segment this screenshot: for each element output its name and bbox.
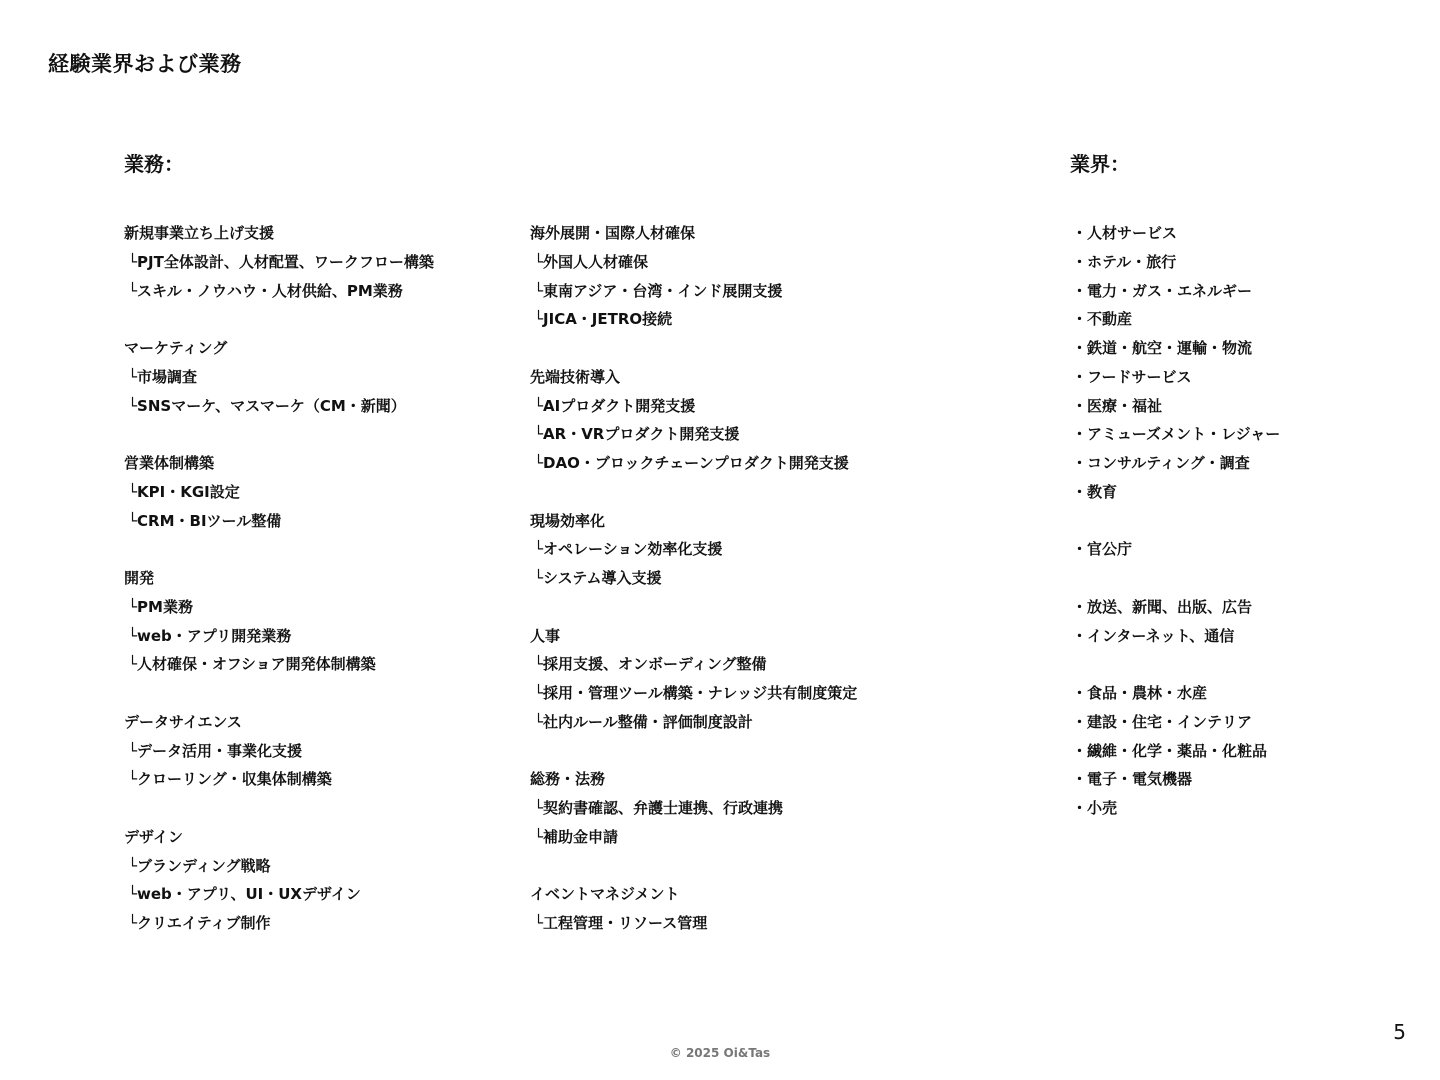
work-list-item: └クリエイティブ制作	[128, 914, 271, 932]
work-list-item: └システム導入支援	[534, 569, 662, 587]
work-list-item: └データ活用・事業化支援	[128, 741, 303, 760]
industry-list-item: ・電子・電気機器	[1072, 770, 1193, 789]
spacer	[530, 334, 950, 363]
industry-list-item: ・食品・農林・水産	[1072, 684, 1208, 702]
work-list-item: └web・アプリ開発業務	[128, 626, 292, 645]
spacer	[124, 420, 524, 449]
work-list-item: └JICA・JETRO接続	[534, 310, 673, 329]
work-list-item: └PJT全体設計、人材配置、ワークフロー構築	[128, 252, 434, 271]
industry-list-item: ・ホテル・旅行	[1072, 252, 1177, 271]
work-list-item: 海外展開・国際人材確保	[530, 224, 696, 242]
work-list-item: 総務・法務	[530, 770, 606, 789]
work-list-item: └SNSマーケ、マスマーケ（CM・新聞）	[128, 396, 406, 415]
work-list-item: └スキル・ノウハウ・人材供給、PM業務	[128, 281, 403, 300]
spacer	[530, 593, 950, 622]
work-list-item: デザイン	[124, 827, 183, 846]
spacer	[530, 852, 950, 881]
spacer	[1072, 650, 1412, 679]
work-list-item: └採用・管理ツール構築・ナレッジ共有制度策定	[534, 684, 858, 702]
industry-list	[1072, 219, 1412, 823]
industry-list-item: ・小売	[1072, 799, 1118, 817]
work-list-item: └AIプロダクト開発支援	[534, 396, 696, 415]
work-list-item: └DAO・ブロックチェーンプロダクト開発支援	[534, 454, 849, 472]
industry-list-item: ・コンサルティング・調査	[1072, 454, 1250, 472]
work-list-item: └CRM・BIツール整備	[128, 511, 282, 530]
spacer	[1072, 564, 1412, 593]
work-list-item: └東南アジア・台湾・インド展開支援	[534, 281, 783, 300]
work-list-item: └工程管理・リソース管理	[534, 914, 708, 932]
work-list-item: └外国人人材確保	[534, 252, 649, 271]
work-list-item: └ブランディング戦略	[128, 856, 271, 875]
spacer	[124, 305, 524, 334]
work-list-item: └AR・VRプロダクト開発支援	[534, 425, 740, 444]
work-list-item: 営業体制構築	[124, 454, 215, 472]
work-list-item: 新規事業立ち上げ支援	[124, 224, 275, 242]
page-title: 経験業界および業務	[48, 52, 242, 76]
industry-list-item: ・建設・住宅・インテリア	[1072, 712, 1253, 731]
work-list-item: 開発	[124, 569, 155, 587]
work-list-item: └補助金申請	[534, 827, 619, 846]
industry-list-item: ・医療・福祉	[1072, 396, 1163, 415]
industry-list-item: ・電力・ガス・エネルギー	[1072, 281, 1253, 300]
work-list-item: └KPI・KGI設定	[128, 482, 240, 501]
industry-list-item: ・繊維・化学・薬品・化粧品	[1072, 741, 1268, 760]
work-heading: 業務：	[124, 152, 184, 176]
work-list-item: └社内ルール整備・評価制度設計	[534, 712, 753, 731]
work-list-item: └採用支援、オンボーディング整備	[534, 655, 767, 674]
industry-list-item: ・官公庁	[1072, 540, 1133, 559]
spacer	[1072, 507, 1412, 536]
industry-list-item: ・人材サービス	[1072, 224, 1178, 242]
work-list-item: データサイエンス	[124, 712, 242, 731]
industry-list-item: ・教育	[1072, 482, 1118, 501]
industry-list-item: ・インターネット、通信	[1072, 626, 1235, 645]
work-list-item: イベントマネジメント	[530, 885, 680, 904]
work-list-item: └契約書確認、弁護士連携、行政連携	[534, 799, 784, 817]
page-number: 5	[1393, 1020, 1406, 1044]
industry-heading: 業界：	[1070, 152, 1130, 176]
industry-list-item: ・放送、新聞、出版、広告	[1072, 597, 1253, 616]
spacer	[124, 794, 524, 823]
work-list-item: └PM業務	[128, 597, 193, 616]
industry-list-item: ・フードサービス	[1072, 367, 1192, 386]
work-list-item: 人事	[530, 626, 561, 645]
work-list-column-2	[530, 219, 950, 938]
spacer	[530, 478, 950, 507]
work-list-item: └web・アプリ、UI・UXデザイン	[128, 885, 361, 904]
industry-list-item: ・アミューズメント・レジャー	[1072, 425, 1281, 444]
work-list-item: └クローリング・収集体制構築	[128, 770, 332, 789]
work-list-item: └人材確保・オフショア開発体制構築	[128, 655, 376, 674]
work-list-item: └オペレーション効率化支援	[534, 540, 723, 559]
work-list-item: 先端技術導入	[530, 367, 621, 386]
industry-list-item: ・不動産	[1072, 310, 1133, 329]
work-list-item: └市場調査	[128, 367, 198, 386]
copyright-footer: © 2025 Oi&Tas	[669, 1046, 771, 1060]
spacer	[124, 535, 524, 564]
industry-list-item: ・鉄道・航空・運輸・物流	[1072, 339, 1253, 357]
work-list-item: マーケティング	[124, 339, 228, 357]
spacer	[530, 737, 950, 766]
work-list-column-1	[124, 219, 524, 938]
work-list-item: 現場効率化	[530, 511, 606, 530]
spacer	[124, 679, 524, 708]
